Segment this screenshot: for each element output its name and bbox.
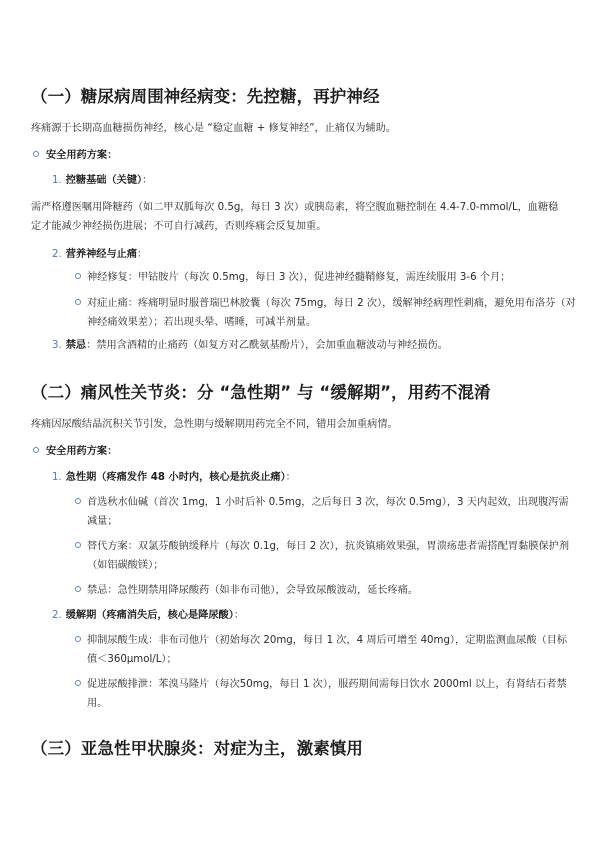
colon: ： <box>137 249 148 260</box>
section-intro: 疼痛源于长期高血糖损伤神经，核心是 “稳定血糖 + 修复神经”，止痛仅为辅助。 <box>31 123 396 134</box>
list-item <box>52 245 147 264</box>
colon: ： <box>142 175 153 186</box>
bullet-icon <box>75 537 81 556</box>
list-item <box>52 336 572 355</box>
plan-label: 安全用药方案： <box>46 446 118 457</box>
bullet-icon <box>75 675 81 694</box>
list-item-title: 禁忌 <box>65 340 87 351</box>
section-intro: 疼痛因尿酸结晶沉积关节引发，急性期与缓解期用药完全不同，错用会加重病情。 <box>31 419 398 430</box>
list-item-title: 缓解期（疼痛消失后，核心是降尿酸） <box>65 610 234 621</box>
sub-item: 神经修复：甲钴胺片（每次 0.5mg，每日 3 次），促进神经髓鞘修复，需连续服用 3-6 个月； <box>87 272 511 283</box>
bullet-icon <box>75 493 81 512</box>
list-number: 2. <box>52 249 62 260</box>
sub-item: 替代方案：双氯芬酸钠缓释片（每次 0.1g，每日 2 次），抗炎镇痛效果强，胃溃疡患者需搭配胃黏膜保护剂（如铝碳酸镁）； <box>87 541 570 571</box>
bullet-icon <box>75 294 81 313</box>
list-item-title: 急性期（疼痛发作 48 小时内，核心是抗炎止痛） <box>65 472 286 483</box>
bullet-icon <box>75 631 81 650</box>
plan-label: 安全用药方案： <box>46 150 118 161</box>
sub-item: 禁忌：急性期禁用降尿酸药（如非布司他），会导致尿酸波动，延长疼痛。 <box>87 585 419 596</box>
sub-item: 对症止痛：疼痛明显时服普瑞巴林胶囊（每次 75mg，每日 2 次），缓解神经病理性刺痛，避免用布洛芬（对神经痛效果差）；若出现头晕、嗜睡，可减半剂量。 <box>87 298 576 328</box>
list-item-title: 控糖基础（关键） <box>65 175 143 186</box>
list-item-title: 营养神经与止痛 <box>65 249 138 260</box>
colon: ： <box>86 340 97 351</box>
bullet-icon <box>33 442 39 461</box>
list-item <box>52 171 152 190</box>
list-number: 2. <box>52 610 62 621</box>
paragraph: 需严格遵医嘱用降糖药（如二甲双胍每次 0.5g，每日 3 次）或胰岛素，将空腹血糖控制在 4.4-7.0-mmol/L，血糖稳定才能减少神经损伤进展；不可自行减药，否则疼痛会反复加重。 <box>31 202 559 232</box>
list-item <box>52 606 244 625</box>
list-item <box>52 468 296 487</box>
sub-item: 抑制尿酸生成：非布司他片（初始每次 20mg，每日 1 次，4 周后可增至 40mg），定期监测血尿酸（目标值＜360μmol/L）； <box>87 635 568 665</box>
list-item-text: 禁用含酒精的止痛药（如复方对乙酰氨基酚片），会加重血糖波动与神经损伤。 <box>96 340 448 351</box>
colon: ： <box>233 610 245 621</box>
sub-item: 促进尿酸排泄：苯溴马隆片（每次50mg，每日 1 次），服药期间需每日饮水 2000ml 以上，有肾结石者禁用。 <box>87 679 567 709</box>
bullet-icon <box>33 146 39 165</box>
sub-item: 首选秋水仙碱（首次 1mg，1 小时后补 0.5mg，之后每日 3 次，每次 0.5mg），3 天内起效，出现腹泻需减量； <box>87 497 569 527</box>
section-heading: （三）亚急性甲状腺炎：对症为主，激素慎用 <box>31 739 363 758</box>
bullet-icon <box>75 268 81 287</box>
list-number: 1. <box>52 472 62 483</box>
list-number: 1. <box>52 175 62 186</box>
bullet-icon <box>75 581 81 600</box>
colon: ： <box>285 472 296 483</box>
section-heading: （一）糖尿病周围神经病变：先控糖，再护神经 <box>31 87 380 106</box>
section-heading: （二）痛风性关节炎：分 “急性期” 与 “缓解期”，用药不混淆 <box>31 383 491 402</box>
list-number: 3. <box>52 340 62 351</box>
